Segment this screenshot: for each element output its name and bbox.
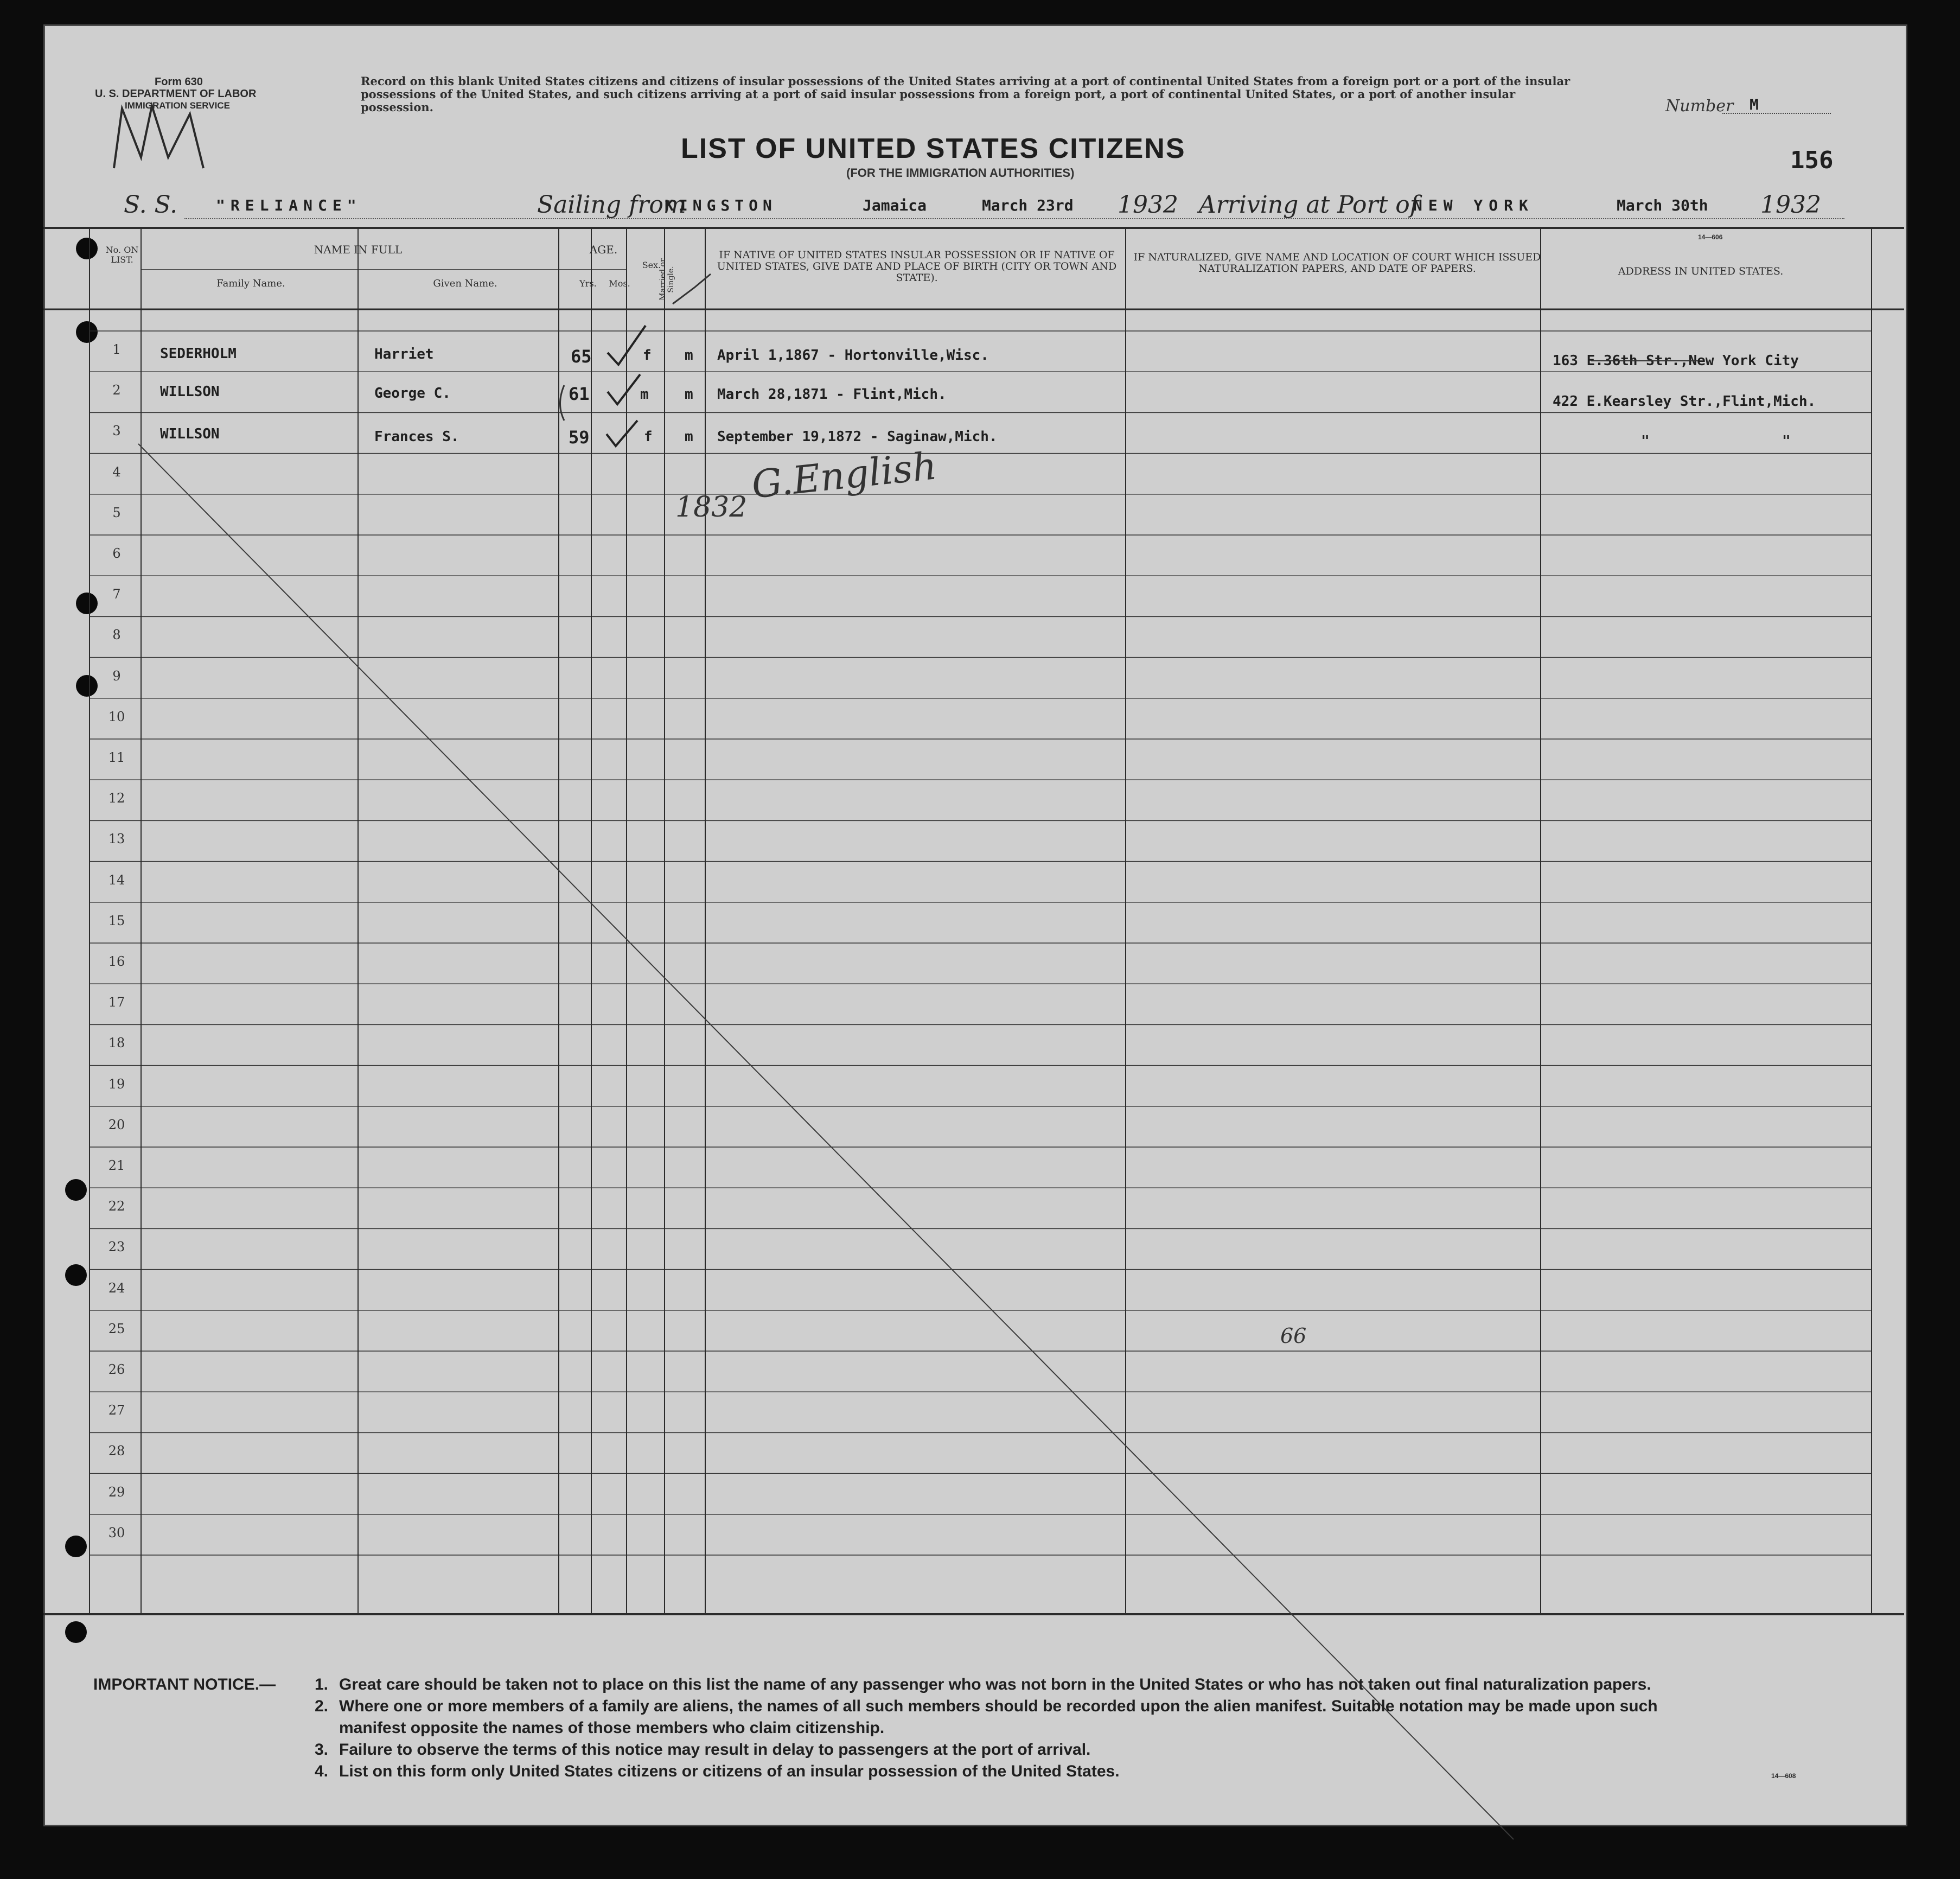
row-number: 13	[108, 831, 125, 847]
form-number: Form 630	[155, 76, 203, 88]
sailing-from-label: Sailing from	[537, 191, 686, 219]
notice-item-3-num: 3.	[315, 1741, 329, 1759]
row-number: 10	[108, 709, 125, 724]
row-number: 15	[108, 913, 125, 928]
notice-item-1: Great care should be taken not to place on this list the name of any passenger who was not born in the United States or who has not taken out final naturalization papers.	[339, 1676, 1651, 1693]
row-number: 3	[112, 423, 121, 439]
row-number: 14	[108, 872, 125, 888]
row-number: 12	[108, 791, 125, 806]
ship-name: "RELIANCE"	[216, 196, 362, 214]
row-number: 11	[108, 750, 125, 765]
col-married: Married or Single.	[659, 258, 675, 301]
record-note: Record on this blank United States citizens and citizens of insular possessions of the United States arriving at a port of continental United States from a foreign port or a port of the insular possessions of the United States, and such citizens arriving at a port of said insular possessions from a foreign port, a port of continental United States, or a port of another insular possession.	[361, 74, 1570, 114]
col-address: ADDRESS IN UNITED STATES.	[1618, 265, 1784, 277]
row-number: 5	[112, 505, 121, 520]
notice-item-1-num: 1.	[315, 1676, 329, 1693]
row-number: 26	[108, 1362, 125, 1377]
col-mos: Mos.	[609, 278, 630, 289]
row-number: 29	[108, 1484, 125, 1500]
row-3-yrs: 59	[569, 427, 590, 448]
row-2-birth: March 28,1871 - Flint,Mich.	[717, 386, 947, 403]
row-number: 21	[108, 1158, 125, 1173]
row-number: 19	[108, 1076, 125, 1092]
row-3-address-ditto: "	[1641, 433, 1650, 449]
row-number: 22	[108, 1199, 125, 1214]
row-number: 8	[112, 627, 121, 643]
row-number: 30	[108, 1525, 125, 1540]
handwritten-m-mark	[108, 92, 217, 174]
row-number: 28	[108, 1443, 125, 1459]
printer-mark: 14—606	[1698, 233, 1723, 241]
row-number: 2	[112, 383, 121, 398]
row-3-sex: f	[644, 429, 653, 445]
row-number: 9	[112, 668, 121, 684]
row-2-sex: m	[640, 386, 649, 403]
row-3-marital: m	[685, 429, 693, 445]
col-family: Family Name.	[216, 278, 285, 289]
mid-mark: 66	[1280, 1324, 1307, 1348]
row-number: 16	[108, 954, 125, 969]
row-1-given: Harriet	[374, 346, 434, 362]
col-yrs: Yrs.	[579, 278, 597, 289]
page-subtitle: (FOR THE IMMIGRATION AUTHORITIES)	[846, 166, 1075, 180]
row-number: 17	[108, 995, 125, 1010]
from-port: KINGSTON	[665, 196, 777, 214]
row-number: 23	[108, 1239, 125, 1255]
page-number: 156	[1790, 147, 1834, 174]
row-1-marital: m	[685, 347, 693, 364]
row-3-given: Frances S.	[374, 429, 459, 445]
inspector-signature: G.English	[749, 443, 939, 507]
inspector-code: 1832	[675, 491, 748, 524]
col-naturalized: IF NATURALIZED, GIVE NAME AND LOCATION OF COURT WHICH ISSUED NATURALIZATION PAPERS, AND DATE OF PAPERS.	[1133, 251, 1541, 275]
col-sex: Sex.	[642, 260, 661, 270]
row-number: 25	[108, 1321, 125, 1336]
row-1-yrs: 65	[571, 346, 592, 367]
notice-item-2: Where one or more members of a family are aliens, the names of all such members should be recorded upon the alien manifest. Suitable notation may be made upon such	[339, 1697, 1658, 1715]
sail-year: 1932	[1118, 191, 1178, 219]
sail-date: March 23rd	[982, 196, 1074, 214]
row-2-given: George C.	[374, 385, 451, 402]
col-birth: IF NATIVE OF UNITED STATES INSULAR POSSESSION OR IF NATIVE OF UNITED STATES, GIVE DATE AND PLACE OF BIRTH (CITY OR TOWN AND STATE).	[717, 249, 1117, 284]
arrive-year: 1932	[1760, 191, 1821, 219]
row-2-marital: m	[685, 386, 693, 403]
row-number: 27	[108, 1403, 125, 1418]
row-number: 24	[108, 1280, 125, 1296]
row-1-address: 163 E.36th Str.,New York City	[1553, 353, 1799, 369]
number-label: Number	[1665, 97, 1734, 116]
arriving-label: Arriving at Port of	[1199, 191, 1419, 219]
row-number: 18	[108, 1035, 125, 1051]
department-label: U. S. DEPARTMENT OF LABOR	[95, 88, 257, 100]
ss-label: S. S.	[124, 191, 178, 219]
notice-heading: IMPORTANT NOTICE.—	[93, 1676, 276, 1693]
notice-item-4-num: 4.	[315, 1762, 329, 1780]
row-1-sex: f	[643, 347, 652, 364]
notice-item-2-cont: manifest opposite the names of those members who claim citizenship.	[339, 1719, 885, 1737]
row-3-address-ditto-2: "	[1782, 433, 1791, 449]
row-2-yrs: 61	[569, 384, 590, 404]
number-value: M	[1750, 95, 1759, 113]
row-number: 1	[112, 342, 121, 357]
row-number: 7	[112, 587, 121, 602]
row-1-birth: April 1,1867 - Hortonville,Wisc.	[717, 347, 989, 364]
notice-item-2-num: 2.	[315, 1697, 329, 1715]
page-title: LIST OF UNITED STATES CITIZENS	[681, 133, 1186, 164]
col-no: No. ON LIST.	[105, 245, 139, 265]
row-2-family: WILLSON	[160, 384, 220, 400]
row-3-birth: September 19,1872 - Saginaw,Mich.	[717, 429, 998, 445]
col-name-in-full: NAME IN FULL	[314, 243, 403, 256]
notice-item-4: List on this form only United States citizens or citizens of an insular possession of the United States.	[339, 1762, 1120, 1780]
row-number: 6	[112, 546, 121, 561]
row-number: 20	[108, 1117, 125, 1132]
to-port: NEW YORK	[1413, 196, 1534, 214]
col-age: AGE.	[589, 243, 618, 256]
from-country: Jamaica	[863, 196, 927, 214]
col-given: Given Name.	[433, 278, 497, 289]
row-2-address: 422 E.Kearsley Str.,Flint,Mich.	[1553, 393, 1816, 410]
form-code: 14—608	[1771, 1772, 1796, 1780]
service-label: IMMIGRATION SERVICE	[125, 100, 230, 111]
notice-item-3: Failure to observe the terms of this notice may result in delay to passengers at the port of arrival.	[339, 1741, 1091, 1759]
arrive-date: March 30th	[1617, 196, 1708, 214]
row-1-family: SEDERHOLM	[160, 346, 237, 362]
row-3-family: WILLSON	[160, 426, 220, 442]
row-number: 4	[112, 464, 121, 480]
